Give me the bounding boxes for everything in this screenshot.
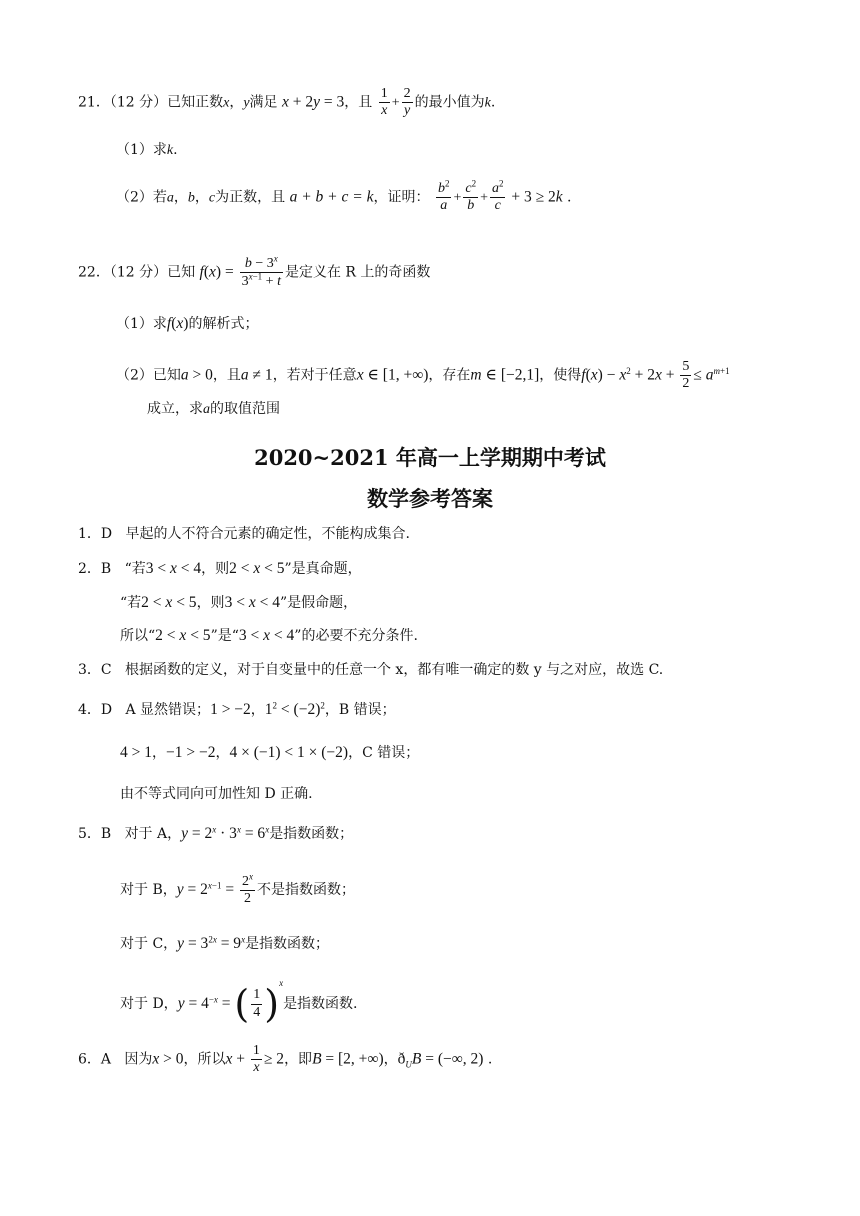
answer-1 [78,527,410,541]
answer-6: 6．A 因为x > 0，所以x + $\frac{1}{x}$ ≥ 2，即B = [2, +∞)，$ð_UB$ = (−∞, 2) . [78,1043,493,1076]
q22-part2: （2）已知a > 0，且a ≠ 1，若对于任意x ∈ [1, +∞)，存在m ∈ [−2,1]，使得$f(x) - x^2 + 2x$ + $\frac{5}{2}$ ≤ $a^{m+1}$ [116,359,730,392]
answer-5-line2: 对于 B，$y = 2^{x-1}$ = $\frac{2^x}{2}$ 不是指数函数； [120,871,355,907]
text: ”是假命题， [279,595,358,611]
answer-number: 6．A [78,1051,112,1068]
q22-part1: （1）求f(x)的解析式； [116,315,259,332]
text: 是指数函数； [269,826,354,842]
answer-4-line3 [120,787,313,801]
text: ， [383,1051,398,1068]
answer-number: 1．D [78,526,113,542]
answer-number: 4．D [78,702,113,718]
q21-part1: （1）求k. [116,142,178,158]
text: 的取值范围 [210,401,280,417]
sep: ， [229,94,244,111]
answer-text: 早起的人不符合元素的确定性，不能构成集合. [125,526,410,542]
text: A 显然错误； [125,702,211,718]
text: “若 [124,561,146,577]
text: ，则 [196,595,225,611]
text: ”的必要不充分条件. [294,628,418,644]
text: “若 [120,595,142,611]
sep: ， [194,189,209,206]
answer-3 [78,663,663,677]
formula: x [281,93,289,111]
fraction: $\frac{5}{2}$ [682,359,690,392]
text: 由不等式同向可加性知 D 正确. [120,786,313,802]
fraction: $\frac{c^2}{b}$ [465,178,477,214]
text: 对于 B， [120,882,177,899]
answer-number: 5．B [78,826,112,842]
text: ， [250,702,265,718]
text: 为正数，且 [215,189,286,206]
fraction: $\frac{2}{y}$ [403,86,411,119]
text: 是指数函数； [245,936,330,952]
var: k [484,95,491,111]
text: ，若对于任意 [272,367,357,384]
text: ”是“ [210,628,239,644]
answer-5-line3: 对于 C，$y = 3^{2x} = 9^x$是指数函数； [120,934,330,952]
answer-2-line2: “若2 < x < 5，则3 < x < 4”是假命题， [120,594,358,611]
q22-part2-cont: 成立，求a的取值范围 [147,401,280,417]
text: ，所以 [183,1051,226,1068]
formula: = 3 [320,93,345,111]
answer-title-key: 数学参考答案 [367,486,493,511]
formula: a + b + c = k [289,188,374,206]
fraction: $\frac{1}{4}$ [253,987,261,1020]
text: ，使得 [539,367,582,384]
fraction: $\frac{1}{x}$ [252,1043,260,1076]
q21-head: 21．（12 分）已知正数 [78,94,224,111]
formula: + 2 [288,93,314,111]
text: 是指数函数. [283,996,358,1012]
text: ，则 [201,561,230,577]
text: ，即 [284,1051,313,1068]
text: ，C 错误； [348,745,420,761]
answer-title-exam: 2020~2021 年高一上学期期中考试 [254,445,606,470]
fraction: $\frac{2^x}{2}$ [241,871,253,907]
text: 成立，求 [147,401,203,417]
text: ， [152,745,166,761]
answer-number: 3．C [78,662,112,678]
text: 所以“ [120,628,156,644]
q21-line: 21．（12 分）已知正数x，y满足 x + 2y = 3，且 $\frac{1}{x}$ + $\frac{2}{y}$ 的最小值为k. [78,86,496,119]
text: ，且 [212,367,241,384]
text: （2）若 [116,189,167,206]
text: 因为 [124,1051,153,1068]
fraction: $\frac{b^2}{a}$ [437,178,450,214]
fraction: $\frac{a^2}{c}$ [491,178,504,214]
sep: ， [173,189,188,206]
text: 满足 [249,94,278,111]
answer-4-line2: 4 > 1，−1 > −2，4 × (−1) < 1 × (−2)，C 错误； [120,744,420,761]
q22-head: 22．（12 分）已知 [78,264,196,281]
text: （1）求 [116,142,167,158]
text: 对于 D， [120,996,178,1012]
var: k [166,143,174,158]
answer-2-line3: 所以“2 < x < 5”是“3 < x < 4”的必要不充分条件. [120,627,418,644]
text: ，B 错误； [324,702,396,718]
answer-2: 2．B “若3 < x < 4，则2 < x < 5”是真命题， [78,560,362,577]
answer-5: 5．B 对于 A，$y = 2^x \cdot 3^x = 6^x$是指数函数； [78,824,354,842]
q21-part2: （2）若a，b，c为正数，且 a + b + c = k，证明： $\frac{b^2}{a}$ + $\frac{c^2}{b}$ + $\frac{a^2}{c}$ + 3 ≥ 2k . [116,178,572,214]
fraction: $\frac{b - 3^x}{3^{x-1} + t}$ [241,253,281,290]
answer-5-line4: 对于 D，$y = 4^{-x}$ = ( $\frac{1}{4}$ )$^x$是指数函数. [120,978,358,1026]
text: 对于 A， [124,826,182,842]
text: （2）已知 [116,367,181,384]
text: ，证明： [373,189,430,206]
answer-4: 4．D A 显然错误；1 > −2，$1^2 < (-2)^2$，B 错误； [78,700,396,718]
answer-text: 根据函数的定义，对于自变量中的任意一个 x，都有唯一确定的数 y 与之对应，故选 C. [124,662,664,678]
text: 是定义在 R 上的奇函数 [284,264,431,281]
text: （1）求 [116,316,167,332]
text: ，存在 [428,367,471,384]
text: 对于 C， [120,936,178,952]
q22-line: 22．（12 分）已知 f(x) = $\frac{b - 3^x}{3^{x-1} + t}$ 是定义在 R 上的奇函数 [78,253,431,290]
text: ，且 [344,94,373,111]
var: x [223,95,230,111]
text: . [487,1051,493,1068]
fraction: $\frac{1}{x}$ [380,86,388,119]
formula: y [313,93,321,111]
text: 的最小值为 [414,94,485,111]
answer-number: 2．B [78,561,112,577]
text: 的解析式； [188,316,259,332]
text: ”是真命题， [284,561,362,577]
text: 不是指数函数； [256,882,355,899]
text: ， [215,745,230,761]
var: y [243,95,250,111]
